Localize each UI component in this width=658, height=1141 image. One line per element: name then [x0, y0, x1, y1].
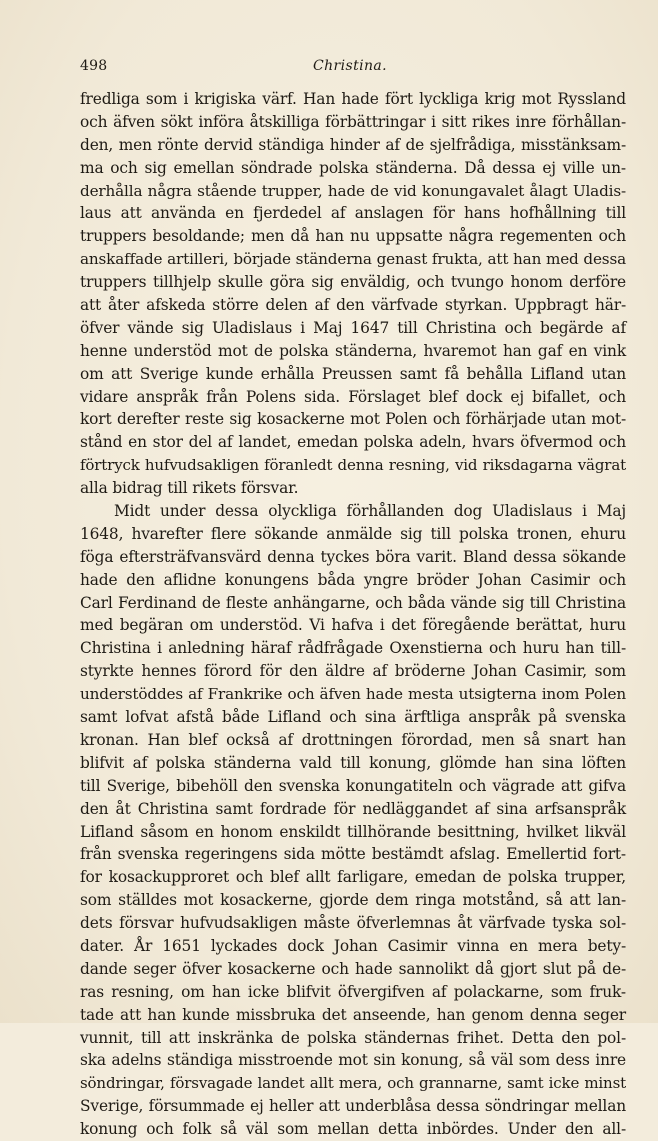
text-line: samt lofvat afstå både Lifland och sina ärftliga anspråk på svenska: [80, 708, 626, 727]
text-line: att åter afskeda större delen af den värfvade styrkan. Uppbragt här-: [80, 296, 626, 315]
text-line: den åt Christina samt fordrade för nedläggandet af sina arfsanspråk: [80, 799, 626, 818]
text-line: föga eftersträfvansvärd denna tyckes böra varit. Bland dessa sökande: [80, 547, 626, 566]
text-line: laus att använda en fjerdedel af anslagen för hans hofhållning till: [80, 204, 626, 223]
text-line: från svenska regeringens sida mötte bestämdt afslag. Emellertid fort-: [80, 845, 626, 864]
text-line: derhålla några stående trupper, hade de vid konungavalet ålagt Uladis-: [80, 181, 626, 200]
text-line: truppers besoldande; men då han nu uppsatte några regementen och: [80, 227, 626, 246]
body-text: [80, 88, 626, 1141]
text-line: fredliga som i krigiska värf. Han hade fört lyckliga krig mot Ryssland: [80, 90, 626, 108]
text-line: den, men rönte dervid ständiga hinder af de sjelfrådiga, misstänksam-: [80, 135, 626, 154]
text-line: dets försvar hufvudsakligen måste öfverlemnas åt värfvade tyska sol-: [80, 914, 626, 933]
text-line: blifvit af polska ständerna vald till konung, glömde han sina löften: [80, 753, 626, 772]
text-line: Christina i anledning häraf rådfrågade Oxenstierna och huru han till-: [80, 639, 626, 658]
text-line: truppers tillhjelp skulle göra sig enväldig, och tvungo honom derföre: [80, 273, 626, 292]
text-line: tade att han kunde missbruka det anseende, han genom denna seger: [80, 1005, 626, 1024]
paragraph-start-line: Midt under dessa olyckliga förhållanden dog Uladislaus i Maj: [114, 502, 626, 521]
text-line: kronan. Han blef också af drottningen förordad, men så snart han: [80, 730, 626, 749]
text-line: konung och folk så väl som mellan detta inbördes. Under den all-: [80, 1120, 626, 1139]
page-number: 498: [80, 58, 108, 74]
text-line: stånd en stor del af landet, emedan polska adeln, hvars öfvermod och: [80, 433, 626, 452]
text-line: som ställdes mot kosackerne, gjorde dem ringa motstånd, så att lan-: [80, 891, 626, 910]
paragraph-end-line: alla bidrag till rikets försvar.: [80, 479, 299, 498]
text-line: dande seger öfver kosackerne och hade sannolikt då gjort slut på de-: [80, 959, 626, 978]
text-line: ska adelns ständiga misstroende mot sin konung, så väl som dess inre: [80, 1051, 626, 1070]
text-line: ras resning, om han icke blifvit öfvergifven af polackarne, som fruk-: [80, 982, 626, 1001]
text-line: dater. År 1651 lyckades dock Johan Casimir vinna en mera bety-: [80, 936, 626, 955]
text-line: styrkte hennes förord för den äldre af bröderne Johan Casimir, som: [80, 662, 626, 681]
text-line: Carl Ferdinand de fleste anhängarne, och båda vände sig till Christina: [80, 593, 626, 612]
text-line: for kosackupproret och blef allt farligare, emedan de polska trupper,: [80, 868, 626, 887]
text-line: ma och sig emellan söndrade polska ständerna. Då dessa ej ville un-: [80, 158, 626, 177]
text-line: 1648, hvarefter flere sökande anmälde sig till polska tronen, ehuru: [80, 524, 626, 543]
text-line: och äfven sökt införa åtskilliga förbättringar i sitt rikes inre förhållan-: [80, 112, 626, 131]
running-title: Christina.: [313, 58, 387, 74]
text-line: Lifland såsom en honom enskildt tillhörande besittning, hvilket likväl: [80, 822, 626, 841]
text-line: anskaffade artilleri, började ständerna genast frukta, att han med dessa: [80, 250, 626, 269]
text-line: vidare anspråk från Polens sida. Förslaget blef dock ej bifallet, och: [80, 387, 626, 406]
text-line: till Sverige, bibehöll den svenska konungatiteln och vägrade att gifva: [80, 776, 626, 795]
text-line: söndringar, försvagade landet allt mera, och grannarne, samt icke minst: [80, 1074, 626, 1093]
text-line: kort derefter reste sig kosackerne mot Polen och förhärjade utan mot-: [80, 410, 626, 429]
text-line: henne understöd mot de polska ständerna, hvaremot han gaf en vink: [80, 341, 626, 360]
text-line: understöddes af Frankrike och äfven hade mesta utsigterna inom Polen: [80, 685, 626, 704]
text-line: om att Sverige kunde erhålla Preussen samt få behålla Lifland utan: [80, 364, 626, 383]
text-line: förtryck hufvudsakligen föranledt denna resning, vid riksdagarna vägrat: [80, 456, 626, 475]
text-line: hade den aflidne konungens båda yngre bröder Johan Casimir och: [80, 570, 626, 589]
page-header: [80, 56, 626, 80]
text-line: vunnit, till att inskränka de polska ständernas frihet. Detta den pol-: [80, 1028, 626, 1047]
text-line: med begäran om understöd. Vi hafva i det föregående berättat, huru: [80, 616, 626, 635]
text-line: Sverige, försummade ej heller att underblåsa dessa söndringar mellan: [80, 1097, 626, 1116]
text-line: öfver vände sig Uladislaus i Maj 1647 till Christina och begärde af: [80, 318, 626, 337]
